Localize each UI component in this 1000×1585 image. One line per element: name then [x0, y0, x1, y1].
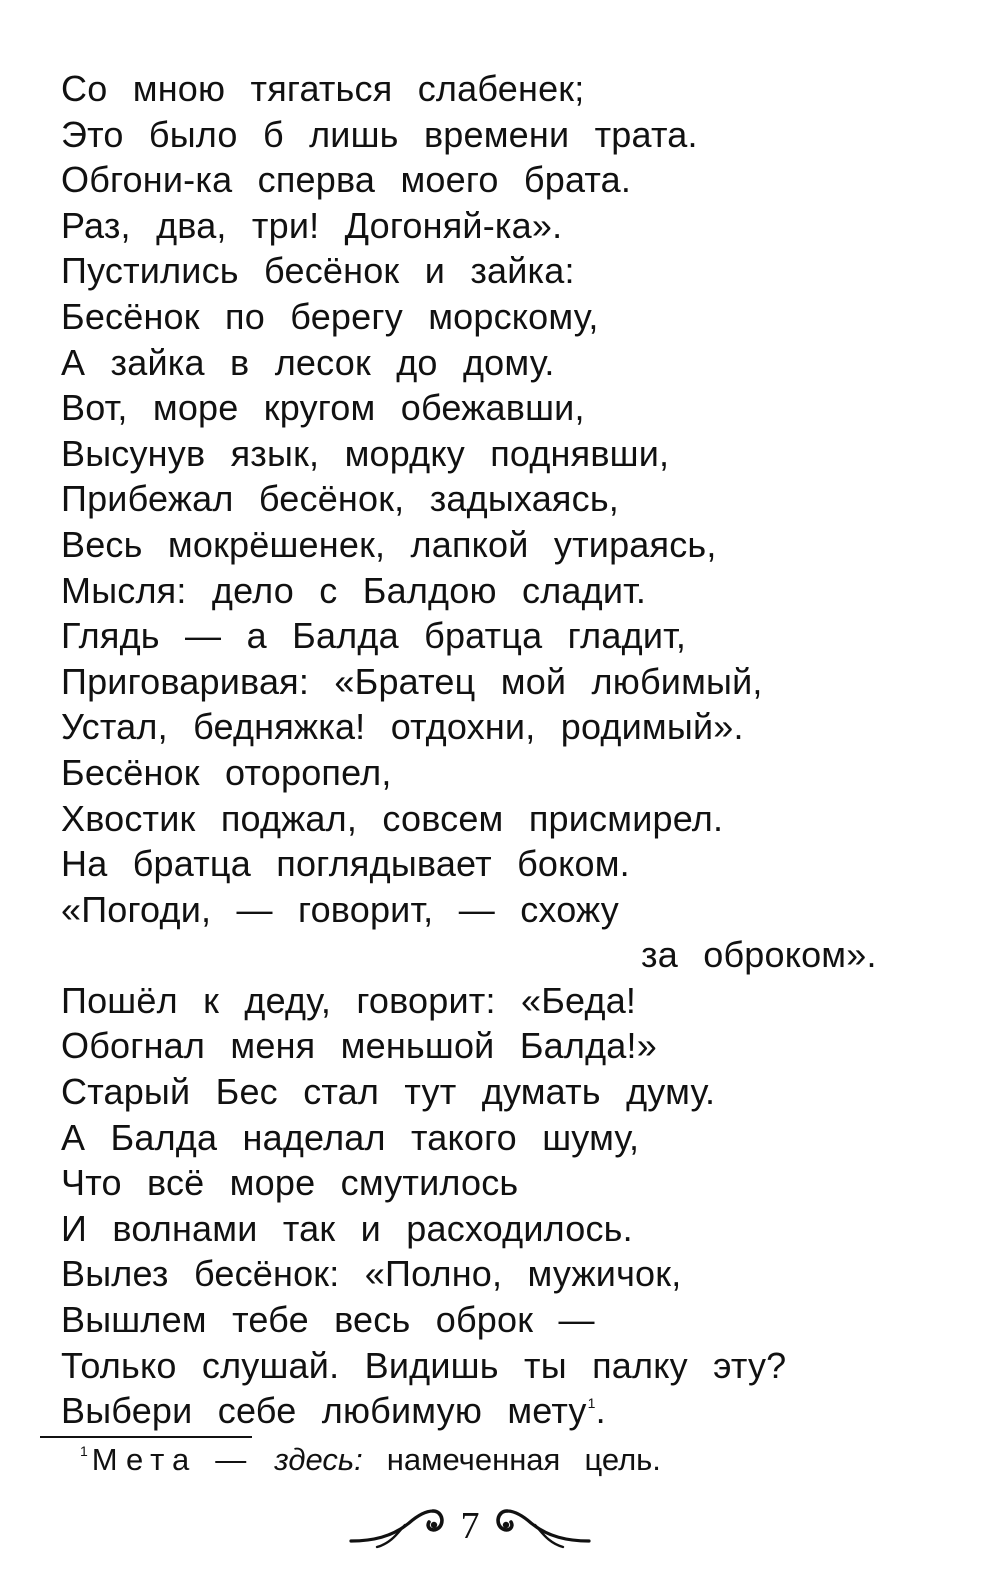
poem-line: Глядь — а Балда братца гладит, [61, 615, 687, 657]
poem-line: Бесёнок оторопел, [61, 751, 392, 793]
poem-line: Пустились бесёнок и зайка: [61, 250, 575, 292]
footnote-dash: — [215, 1442, 247, 1477]
poem-line: На братца поглядывает боком. [61, 843, 630, 885]
poem-line: А Балда наделал такого шуму, [61, 1116, 640, 1158]
right-flourish-icon [493, 1503, 593, 1553]
poem-line: Приговаривая: «Братец мой любимый, [61, 660, 763, 702]
poem-line: И волнами так и расходилось. [61, 1207, 633, 1249]
poem-line: Только слушай. Видишь ты палку эту? [61, 1344, 787, 1386]
poem-line: Весь мокрёшенек, лапкой утираясь, [61, 523, 717, 565]
poem-line-continuation: за оброком». [641, 934, 877, 976]
poem-line: Устал, бедняжка! отдохни, родимый». [61, 706, 744, 748]
poem-line-last [61, 1388, 961, 1434]
poem-line: Прибежал бесёнок, задыхаясь, [61, 478, 619, 520]
poem-line: А зайка в лесок до дому. [61, 341, 555, 383]
footnote-marker: 1 [80, 1443, 88, 1459]
poem-line: «Погоди, — говорит, — схожу [61, 888, 619, 930]
poem-text [61, 66, 961, 1434]
poem-line: Высунув язык, мордку поднявши, [61, 432, 670, 474]
poem-line: Вышлем тебе весь оброк — [61, 1299, 595, 1341]
poem-line: Обгони-ка сперва моего брата. [61, 159, 632, 201]
footnote-reference[interactable]: 1 [587, 1395, 596, 1412]
footnote-term: Мета [91, 1442, 198, 1477]
poem-line: Раз, два, три! Догоняй-ка». [61, 204, 563, 246]
poem-line: Хвостик поджал, совсем присмирел. [61, 797, 724, 839]
poem-line: Бесёнок по берегу морскому, [61, 295, 599, 337]
poem-line: Со мною тягаться слабенек; [61, 68, 585, 109]
poem-line-text: Выбери себе любимую мету [61, 1390, 587, 1432]
poem-line: Мысля: дело с Балдою сладит. [61, 569, 647, 611]
page-number-text: 7 [460, 1505, 480, 1547]
poem-line: Вот, море кругом обежавши, [61, 387, 585, 429]
poem-line: Это было б лишь времени трата. [61, 113, 698, 155]
footnote-qualifier: здесь: [274, 1442, 363, 1477]
poem-line: Обогнал меня меньшой Балда!» [61, 1025, 657, 1067]
poem-line: Вылез бесёнок: «Полно, мужичок, [61, 1253, 682, 1295]
footnote [80, 1438, 661, 1482]
poem-line-end: . [595, 1390, 606, 1432]
poem-line: Старый Бес стал тут думать думу. [61, 1071, 716, 1113]
poem-line: Что всё море смутилось [61, 1162, 519, 1204]
page-number [345, 1495, 595, 1565]
footnote-definition: намеченная цель. [386, 1442, 661, 1477]
poem-line: Пошёл к деду, говорит: «Беда! [61, 979, 637, 1021]
